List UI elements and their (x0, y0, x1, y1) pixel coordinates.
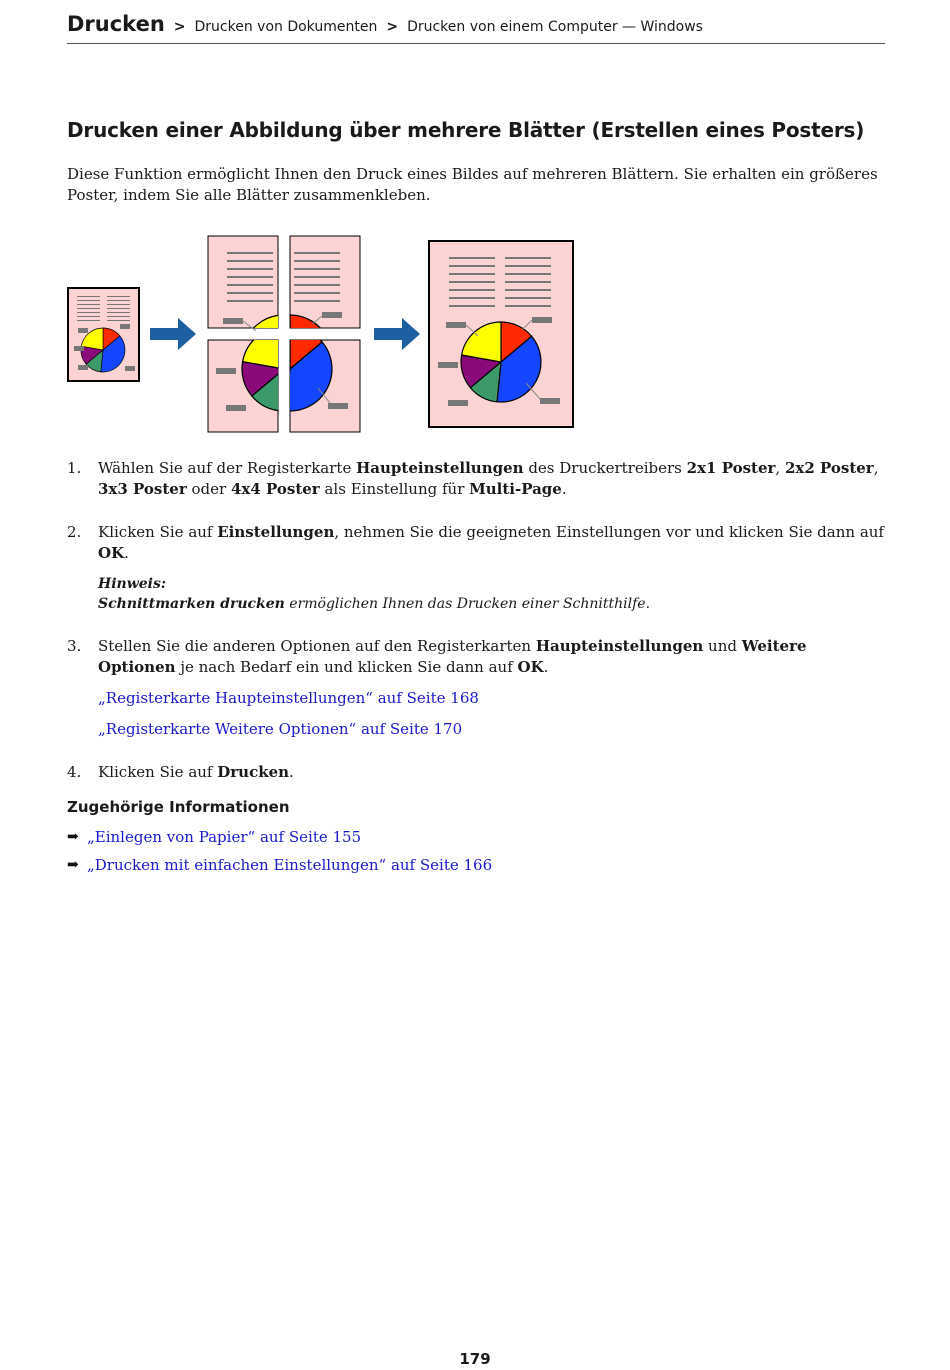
steps-list (67, 458, 887, 805)
step-number: 4. (67, 763, 82, 781)
step-number: 2. (67, 523, 82, 541)
arrow-icon (374, 318, 420, 350)
step-3 (67, 636, 887, 740)
breadcrumb-item-documents[interactable]: Drucken von Dokumenten (194, 19, 378, 35)
step-number: 1. (67, 459, 82, 477)
breadcrumb-separator: > (386, 19, 399, 35)
page-title: Drucken einer Abbildung über mehrere Blätter (Erstellen eines Posters) (67, 118, 865, 142)
arrow-icon (150, 318, 196, 350)
breadcrumb-section[interactable]: Drucken (67, 12, 165, 36)
note-title: Hinweis: (98, 576, 167, 592)
intro-paragraph: Diese Funktion ermöglicht Ihnen den Druck eines Bildes auf mehreren Blättern. Sie erhalten ein größeres Poster, indem Sie alle Blätter zusammenkleben. (67, 165, 878, 204)
related-link-simple-print[interactable] (67, 854, 887, 876)
step-2-text: Klicken Sie auf Einstellungen, nehmen Sie die geeigneten Einstellungen vor und klicken Sie dann auf OK. (98, 523, 884, 562)
related-info (67, 798, 887, 882)
poster-page (429, 241, 573, 427)
note-box (98, 574, 887, 614)
original-page (68, 288, 139, 381)
related-link-text[interactable]: „Drucken mit einfachen Einstellungen“ auf Seite 166 (87, 856, 493, 874)
note-text: Schnittmarken drucken ermöglichen Ihnen das Drucken einer Schnitthilfe. (98, 596, 651, 612)
breadcrumb-item-windows[interactable]: Drucken von einem Computer — Windows (407, 19, 703, 35)
link-more-options[interactable]: „Registerkarte Weitere Optionen“ auf Seite 170 (98, 720, 463, 738)
step-2 (67, 522, 887, 614)
step-1-text: Wählen Sie auf der Registerkarte Haupteinstellungen des Druckertreibers 2x1 Poster, 2x2 Poster, 3x3 Poster oder 4x4 Poster als Einstellung für Multi-Page. (98, 459, 879, 498)
step-1 (67, 458, 887, 500)
breadcrumb (67, 12, 885, 44)
page-number: 179 (459, 1350, 491, 1368)
related-link-text[interactable]: „Einlegen von Papier“ auf Seite 155 (87, 828, 362, 846)
right-arrow-icon: ➡ (67, 857, 79, 873)
related-heading: Zugehörige Informationen (67, 798, 290, 816)
step-3-text: Stellen Sie die anderen Optionen auf den Registerkarten Haupteinstellungen und Weitere Optionen je nach Bedarf ein und klicken Sie dann auf OK. (98, 637, 807, 676)
breadcrumb-separator: > (173, 19, 186, 35)
link-main-settings[interactable]: „Registerkarte Haupteinstellungen“ auf Seite 168 (98, 689, 479, 707)
poster-illustration (60, 228, 590, 438)
step-4-text: Klicken Sie auf Drucken. (98, 763, 294, 781)
split-pages (208, 236, 360, 432)
related-link-paper[interactable] (67, 826, 887, 848)
step-number: 3. (67, 637, 82, 655)
right-arrow-icon: ➡ (67, 829, 79, 845)
step-4 (67, 762, 887, 783)
